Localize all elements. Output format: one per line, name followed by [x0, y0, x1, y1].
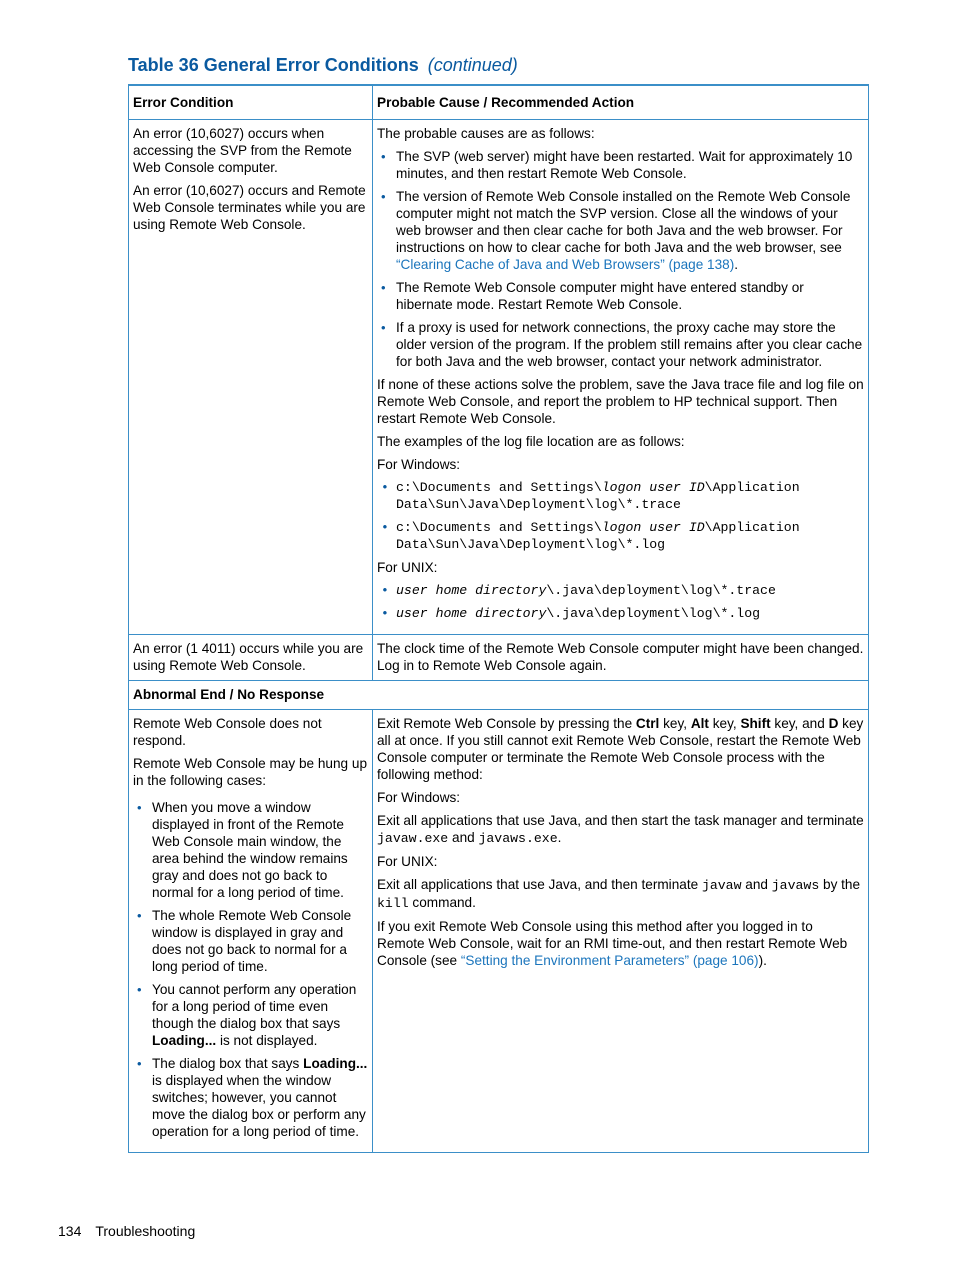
header-probable-cause: Probable Cause / Recommended Action: [373, 85, 869, 120]
condition-text: An error (10,6027) occurs and Remote Web Console terminates while you are using Remote Web Console.: [133, 183, 366, 232]
command-name: kill: [377, 896, 409, 911]
list-item: [396, 188, 864, 273]
list-item: • When you move a window displayed in front of the Remote Web Console main window, the area behind the window remains gray and does not go back to normal for a long period of time.: [152, 799, 368, 901]
cause-list: [377, 148, 864, 370]
action-cell: The clock time of the Remote Web Console computer might have been changed. Log in to Remote Web Console again.: [373, 635, 869, 681]
action-intro: The probable causes are as follows:: [377, 126, 595, 141]
table-row: [129, 120, 869, 635]
condition-text: Remote Web Console may be hung up in the following cases:: [133, 756, 368, 788]
error-conditions-table: [128, 84, 869, 1153]
header-error-condition: Error Condition: [129, 85, 373, 120]
path-text: \Application Data\Sun\Java\Deployment\log\*.trace: [396, 480, 800, 512]
path-item: [396, 605, 864, 622]
path-text: \Application Data\Sun\Java\Deployment\log\*.log: [396, 520, 800, 552]
condition-cell: [129, 120, 373, 635]
loading-label: Loading...: [152, 1033, 217, 1048]
page-number: 134: [58, 1223, 82, 1239]
list-item: • The whole Remote Web Console window is displayed in gray and does not go back to normal for a long period of time.: [152, 907, 368, 975]
path-text: \.java\deployment\log\*.trace: [546, 583, 776, 598]
environment-parameters-link[interactable]: “Setting the Environment Parameters” (page 106): [460, 953, 759, 968]
loading-label: Loading...: [303, 1056, 368, 1071]
process-name: javaw: [701, 878, 742, 893]
list-item: [152, 1055, 368, 1140]
path-text: c:\Documents and Settings\: [396, 480, 602, 495]
list-item-text: is not displayed.: [216, 1033, 318, 1048]
path-text: \.java\deployment\log\*.log: [546, 606, 761, 621]
action-cell: [373, 120, 869, 635]
path-variable: logon user ID: [601, 520, 705, 535]
hang-case-list: [133, 799, 368, 1140]
list-item: • If a proxy is used for network connections, the proxy cache may store the older version of the program. If the problem still remains after you clear cache for both Java and the web browser, contact your network administrator.: [396, 319, 864, 370]
condition-cell: An error (1 4011) occurs while you are using Remote Web Console.: [129, 635, 373, 681]
list-item-text: The dialog box that says: [152, 1056, 304, 1071]
condition-cell: [129, 710, 373, 1153]
section-row: [129, 681, 869, 710]
path-variable: user home directory: [396, 583, 547, 598]
footer-section: Troubleshooting: [95, 1223, 196, 1239]
list-item-text: is displayed when the window switches; however, you cannot move the dialog box or perform any operation for a long period of time.: [152, 1073, 366, 1139]
list-item: • The SVP (web server) might have been restarted. Wait for approximately 10 minutes, and then restart Remote Web Console.: [396, 148, 864, 182]
path-variable: logon user ID: [601, 480, 705, 495]
process-name: javaws: [771, 878, 820, 893]
page-footer: [58, 1223, 195, 1239]
condition-text: Remote Web Console does not respond.: [133, 716, 322, 748]
key-shift: Shift: [740, 716, 771, 731]
action-text: Exit Remote Web Console by pressing the Ctrl key, Alt key, Shift key, and D key all at once. If you still cannot exit Remote Web Console, restart the Remote Web Console computer or terminate the Remote Web Console process with the following method:: [377, 716, 864, 782]
table-row: [129, 635, 869, 681]
process-name: javaws.exe: [478, 831, 558, 846]
action-text: If you exit Remote Web Console using this method after you logged in to Remote Web Console, wait for an RMI time-out, and then restart Remote Web Console (see “Setting the Environment Parameters” (page 106)).: [377, 919, 848, 968]
key-ctrl: Ctrl: [635, 716, 660, 731]
path-text: c:\Documents and Settings\: [396, 520, 602, 535]
key-d: D: [828, 716, 839, 731]
list-item: [152, 981, 368, 1049]
os-label-windows: For Windows:: [377, 790, 461, 805]
action-text: Exit all applications that use Java, and then terminate javaw and javaws by the kill command.: [377, 877, 861, 911]
key-alt: Alt: [690, 716, 709, 731]
os-label-unix: For UNIX:: [377, 854, 438, 869]
action-cell: [373, 710, 869, 1153]
list-item: • The Remote Web Console computer might have entered standby or hibernate mode. Restart Remote Web Console.: [396, 279, 864, 313]
list-item-text: .: [734, 257, 739, 272]
path-item: [396, 582, 864, 599]
windows-path-list: [377, 479, 864, 553]
list-item-text: The version of Remote Web Console installed on the Remote Web Console computer might not match the SVP version. Close all the windows of your web browser and then clear cache for both Java and the web browser. For instructions on how to clear cache for both Java and the web browser, see: [396, 189, 851, 255]
table-caption: [128, 55, 518, 76]
action-text: Exit all applications that use Java, and then start the task manager and terminate javaw.exe and javaws.exe.: [377, 813, 864, 846]
section-heading: Abnormal End / No Response: [129, 681, 869, 710]
condition-text: An error (10,6027) occurs when accessing the SVP from the Remote Web Console computer.: [133, 126, 352, 175]
path-variable: user home directory: [396, 606, 547, 621]
table-row: [129, 710, 869, 1153]
path-item: [396, 519, 864, 553]
path-item: [396, 479, 864, 513]
process-name: javaw.exe: [377, 831, 449, 846]
os-label-unix: For UNIX:: [377, 560, 438, 575]
list-item-text: You cannot perform any operation for a long period of time even though the dialog box that says: [152, 982, 357, 1031]
action-text: If none of these actions solve the problem, save the Java trace file and log file on Remote Web Console, and report the problem to HP technical support. Then restart Remote Web Console.: [377, 377, 864, 426]
table-header-row: [129, 85, 869, 120]
os-label-windows: For Windows:: [377, 457, 461, 472]
clearing-cache-link[interactable]: “Clearing Cache of Java and Web Browsers” (page 138): [396, 257, 735, 272]
unix-path-list: [377, 582, 864, 622]
caption-title: Table 36 General Error Conditions: [128, 55, 419, 75]
caption-continued: (continued): [427, 55, 518, 75]
action-text: The examples of the log file location are as follows:: [377, 434, 685, 449]
